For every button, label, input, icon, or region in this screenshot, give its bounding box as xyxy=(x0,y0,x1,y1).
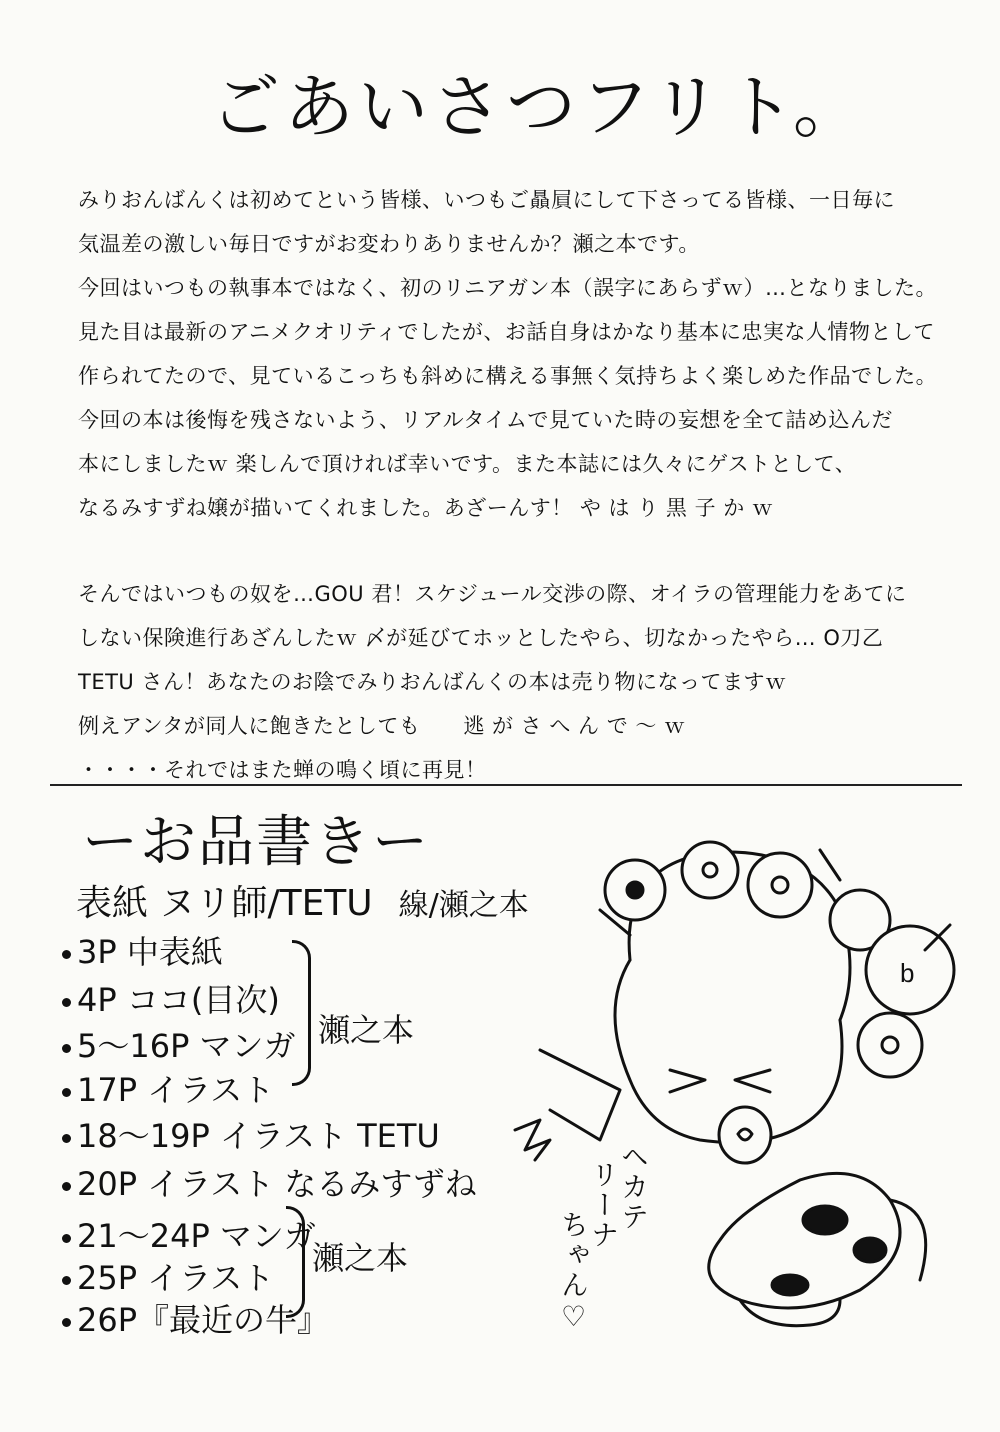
paragraph-gap xyxy=(78,530,978,572)
contents-item: 21～24P マンガ xyxy=(62,1214,316,1258)
caption-col-2: リーナ xyxy=(587,1160,620,1250)
thanks-line: しない保険進行あざんしたｗ 〆が延びてホッとしたやら、切なかったやら… O刀乙 xyxy=(78,626,884,650)
greeting-line: 今回の本は後悔を残さないよう、リアルタイムで見ていた時の妄想を全て詰め込んだ xyxy=(78,408,893,432)
bullet-icon xyxy=(62,1044,71,1053)
page-title: ごあいさつフリト。 xyxy=(210,66,867,148)
section-divider xyxy=(50,784,962,786)
greeting-line: 本にしましたｗ 楽しんで頂ければ幸いです。また本誌には久々にゲストとして、 xyxy=(78,452,857,476)
greeting-text xyxy=(78,178,978,792)
cover-credit xyxy=(76,880,529,930)
greeting-line: 見た目は最新のアニメクオリティでしたが、お話自身はかなり基本に忠実な人情物として xyxy=(78,320,935,344)
greeting-line: 作られてたので、見ているこっちも斜めに構える事無く気持ちよく楽しめた作品でした。 xyxy=(78,364,938,388)
caption-col-1: ヘカテ xyxy=(617,1142,650,1232)
contents-item: 20P イラスト なるみすずね xyxy=(62,1162,477,1206)
group-label: 瀬之本 xyxy=(312,1239,409,1277)
contents-item: 25P イラスト xyxy=(62,1256,274,1300)
bullet-icon xyxy=(62,1318,71,1327)
group-bracket xyxy=(292,940,311,1086)
bullet-icon xyxy=(62,1182,71,1191)
cover-credit-lines: 線/瀬之本 xyxy=(398,888,529,923)
greeting-line: なるみすずね嬢が描いてくれました。あざーんす！ や は り 黒 子 か ｗ xyxy=(78,496,774,520)
group-bracket xyxy=(286,1206,305,1318)
contents-item: 3P 中表紙 xyxy=(62,930,223,974)
thanks-line: そんではいつもの奴を…GOU 君！スケジュール交渉の際、オイラの管理能力をあてに xyxy=(78,582,907,606)
menu-heading: ーお品書きー xyxy=(82,810,430,875)
bullet-icon xyxy=(62,1134,71,1143)
contents-item: 26P『最近の牛』 xyxy=(62,1298,329,1342)
thanks-line: 例えアンタが同人に飽きたとしても 逃 が さ へ ん で ～ ｗ xyxy=(78,714,686,738)
bullet-icon xyxy=(62,1276,71,1285)
thanks-line: TETU さん！あなたのお陰でみりおんばんくの本は売り物になってますｗ xyxy=(78,670,787,694)
thanks-line: ・・・・それではまた蝉の鳴く頃に再見！ xyxy=(78,758,487,782)
contents-item: 17P イラスト xyxy=(62,1068,274,1112)
character-mark: b xyxy=(900,958,915,988)
bullet-icon xyxy=(62,1088,71,1097)
bullet-icon xyxy=(62,1234,71,1243)
cover-credit-color: 表紙 ヌリ師/TETU xyxy=(76,883,373,924)
caption-col-3: ちゃん♡ xyxy=(557,1210,590,1335)
contents-item: 18～19P イラスト TETU xyxy=(62,1114,440,1158)
greeting-line: みりおんばんくは初めてという皆様、いつもご贔屓にして下さってる皆様、一日毎に xyxy=(78,188,895,212)
bullet-icon xyxy=(62,950,71,959)
chibi-girl-drawing xyxy=(480,830,980,1350)
group-label: 瀬之本 xyxy=(318,1011,415,1049)
greeting-line: 今回はいつもの執事本ではなく、初のリニアガン本（誤字にあらずｗ）…となりました。 xyxy=(78,276,937,300)
contents-item: 5～16P マンガ xyxy=(62,1024,296,1068)
contents-item: 4P ココ(目次) xyxy=(62,978,280,1022)
character-illustration xyxy=(480,830,980,1350)
bullet-icon xyxy=(62,998,71,1007)
greeting-line: 気温差の激しい毎日ですがお変わりありませんか？瀬之本です。 xyxy=(78,232,700,256)
